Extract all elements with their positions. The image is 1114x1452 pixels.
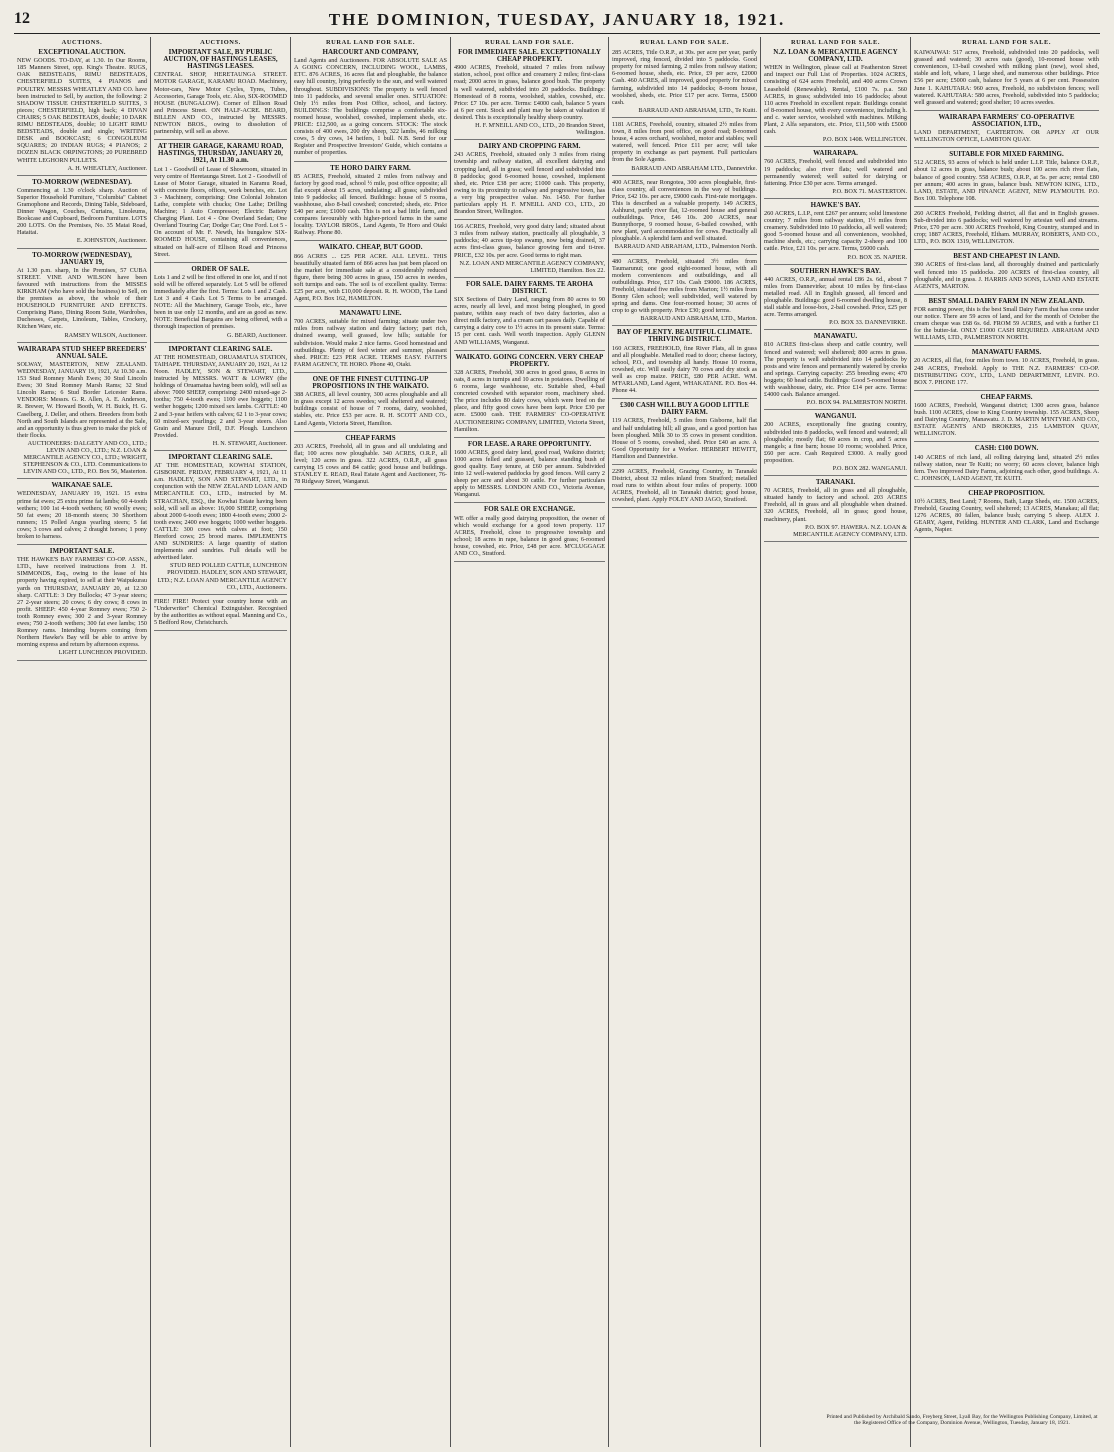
- masthead-rule: [14, 33, 1100, 34]
- advertisement: [454, 281, 605, 351]
- ad-heading: MANAWATU LINE.: [339, 309, 402, 318]
- ad-body: WE offer a really good dairying proposition, the owner of which would exchange for a good town property. 117 ACRES, Freehold, close to progressive township and school; 18 acres in rape, balance in good grass; 6-roomed house, cowshed, etc. Price, £48 per acre. M'CLUGGAGE AND CO., Stratford.: [454, 514, 605, 557]
- advertisement: [914, 151, 1099, 207]
- advertisement: [454, 506, 605, 562]
- advertisement: [764, 150, 907, 199]
- ad-heading: BEST AND CHEAPEST IN LAND.: [953, 252, 1060, 261]
- advertisement: [17, 482, 147, 545]
- ad-body: At 1.30 p.m. sharp, In the Premises, 57 CUBA STREET. VINE AND WILSON have been favoured with instructions from the MISSES KIRKHAM (who have sold the business) to Sell, on the premises as above, the whole of their HOUSEHOLD FURNITURE AND EFFECTS. Comprising Piano, Dining Room Suite, Wardrobes, Duchesses, Carpets, Linoleum, Tables, Crockery, Kitchen Ware, etc.: [17, 266, 147, 331]
- ad-heading: N.Z. LOAN & MERCANTILE AGENCY COMPANY, LTD.: [773, 48, 898, 64]
- ad-heading: WANGANUI.: [814, 412, 857, 421]
- advertisement: [612, 121, 757, 176]
- ad-body: Lot 1 - Goodwill of Lease of Showroom, situated in very centre of Heretaunga Street. Lot 2 - Goodwill of Lease of Motor Garage, situated in Karamu Road, with concrete floors, offices, work benches, etc. Lot 3 - Machinery, comprising: One Colonial Johnston Lathe, complete with chucks; One Lathe; Drilling Machine; 1 Auto Compressor; Electric Battery Charging Plant. Lot 4 - One Overland Sedan; One Overland Touring Car; Dodge Car; One Ford. Lot 5 - On account of Mr. F. Newth, his bungalow SIX-ROOMED HOUSE, containing all conveniences, situated on half-acre of Ellison Road and Princess Street.: [154, 165, 287, 258]
- newspaper-title: THE DOMINION, TUESDAY, JANUARY 18, 1921.: [328, 10, 786, 29]
- ad-heading: SUITABLE FOR MIXED FARMING.: [949, 150, 1064, 159]
- column-6: [760, 37, 910, 1447]
- ad-signature: BARRAUD AND ABRAHAM LTD., Dannevirke.: [631, 164, 757, 172]
- ad-body: 20 ACRES, all flat, four miles from town. 10 ACRES, Freehold, in grass. 248 ACRES, Freehold. Apply to THE N.Z. FARMERS' CO-OP. DISTRIBUTING COY., LTD., LAND DEPARTMENT, LEVIN. P.O. BOX 7. PHONE 177.: [914, 357, 1099, 386]
- ad-body: 1600 ACRES, Freehold, Wanganui district; 1300 acres grass, balance bush. 1100 ACRES, close to King Country township. 155 ACRES, Sheep and Dairying Country, Manawatu. J. D. MARTIN M'INTYRE AND CO., ESTATE AGENTS AND BROKERS, 215 LAMBTON QUAY, WELLINGTON.: [914, 401, 1099, 438]
- column-1: [14, 37, 150, 1447]
- ad-heading: BEST SMALL DAIRY FARM IN NEW ZEALAND.: [928, 296, 1085, 305]
- advertisement: [914, 49, 1099, 111]
- advertisement: [454, 143, 605, 220]
- advertisement: [154, 49, 287, 140]
- ad-body: 480 ACRES, Freehold, situated 3½ miles from Taumarunui; one good eight-roomed house, with all modern conveniences and outbuildings, and all outbuildings. Price, £17 10s. Cash £9000. 186 ACRES, Freehold, situated five miles from Marton; 1½ miles from Bonny Glen school; well subdivided, well watered by spring and dams. One four-roomed house; 30 acres of crop to go with property. Price £30; good terms.: [612, 257, 757, 315]
- advertisement: [612, 49, 757, 118]
- ad-body: WHEN in Wellington, please call at Featherston Street and inspect our Full List of Properties. 1024 ACRES, consisting of 624 acres Freehold, and 400 acres Crown Leasehold (Renewable). Rental, £100 7s. p.a. 560 ACRES, in grass; subdivided into 16 paddocks; about 110 acres Freehold in excellent repair. Buildings consist of 8-roomed house, with every convenience, including h. and c. water service, woolshed with machines. Milking Plant, 2 Alfa separators, etc. Price, £11,500 with £5000 cash.: [764, 64, 907, 136]
- imprint: Printed and Published by Archibald Sando, Freyberg Street, Lyall Bay, for the Wellington Publishing Company, Limited, at the Registered Office of the Company, Dominion Avenue, Wellington, Tuesday, January 18, 1921.: [826, 1414, 1098, 1427]
- ad-body: 260 ACRES Freehold, Feilding district, all flat and in English grasses. Sub-divided into 6 paddocks; well watered by artesian well and streams. Price, £70 per acre. 300 ACRES Freehold, King Country, stumped and in crop; 1887 ACRES, Freehold, Eltham. MURRAY, ROBERTS, AND CO., LTD., P.O. BOX 1319, WELLINGTON.: [914, 209, 1099, 246]
- column-4: [450, 37, 608, 1447]
- ad-heading: FOR SALE OR EXCHANGE.: [483, 505, 575, 514]
- ad-signature: P.O. BOX 282. WANGANUI.: [832, 464, 907, 472]
- ad-signature: P.O. BOX 71. MASTERTON.: [832, 187, 907, 195]
- advertisement: [914, 349, 1099, 390]
- column-heading: RURAL LAND FOR SALE.: [484, 39, 575, 46]
- column-heading: AUCTIONS.: [61, 39, 103, 46]
- ad-heading: TO-MORROW (WEDNESDAY), JANUARY 19,: [32, 250, 132, 266]
- ad-signature: P.O. BOX 33. DANNEVIRKE.: [829, 319, 907, 327]
- advertisement: [294, 435, 447, 491]
- ad-body: 243 ACRES, Freehold, situated only 3 miles from rising township and railway station, all excellent dairying and cropping land, all in grass; well fenced and subdivided into 8 paddocks; good 6-roomed house, cowshed, implement shed, etc. Price £38 per acre; £1000 cash. This property, owing to its proximity to railway and progressive town, has a very big prospective value. No. 1450. For further particulars apply H. F. M'NEILL AND CO., LTD., 20 Brandon Street, Wellington.: [454, 151, 605, 216]
- ad-body: 4900 ACRES, Freehold, situated 7 miles from railway station, school, post office and creamery 2 miles; first-class road; 2000 acres in grass, balance good bush. The property is well watered, subdivided into 20 paddocks. Buildings: Homestead of 8 rooms, woolshed, stables, cowshed, etc. Price: £7 10s. per acre. Terms: £4000 cash, balance 5 years at 6 per cent. Stock and plant may be taken at valuation if desired. This is exceptionally healthy sheep country.: [454, 64, 605, 121]
- ad-heading: DAIRY AND CROPPING FARM.: [478, 142, 581, 151]
- ad-body: 866 ACRES ... £25 PER ACRE. ALL LEVEL. THIS beautifully situated farm of 866 acres has just been placed on the market for immediate sale at a considerably reduced figure, there being 300 acres in grass, 150 acres in swedes, soft turnips and oats. The soil is of excellent quality. Terms: £25 per acre, with £10,000 deposit. R. H. WOOD, The Land Agent, P.O. Box 162, HAMILTON.: [294, 252, 447, 303]
- ad-heading: EXCEPTIONAL AUCTION.: [38, 48, 126, 57]
- column-3: [290, 37, 450, 1447]
- ad-body: 70 ACRES, Freehold, all in grass and all ploughable, situated handy to factory and school. 203 ACRES Freehold, all in grass and all ploughable when drained. 320 ACRES, Freehold, all in grass; good house, machinery, plant.: [764, 487, 907, 523]
- ad-heading: CASH: £100 DOWN.: [974, 444, 1039, 453]
- ad-body: 760 ACRES, Freehold, well fenced and subdivided into 19 paddocks; also river flats; well watered and permanently watered; well suited for dairying or fattening. Price £30 per acre. Terms arranged.: [764, 158, 907, 187]
- column-5: [608, 37, 760, 1447]
- advertisement: [764, 413, 907, 476]
- advertisement: [914, 394, 1099, 443]
- ad-signature: BARRAUD AND ABRAHAM, LTD., Palmerston North.: [614, 243, 757, 251]
- advertisement: [914, 114, 1099, 148]
- ad-signature: LIGHT LUNCHEON PROVIDED.: [58, 649, 147, 657]
- advertisement: [17, 252, 147, 343]
- ad-signature: G. BEARD, Auctioneer.: [227, 331, 287, 339]
- advertisement: [294, 165, 447, 242]
- advertisement: [612, 258, 757, 327]
- advertisement: [914, 210, 1099, 250]
- advertisement: [17, 49, 147, 176]
- ad-heading: FOR IMMEDIATE SALE. EXCEPTIONALLY CHEAP PROPERTY.: [458, 48, 601, 64]
- ad-signature: BARRAUD AND ABRAHAM, LTD., Te Kuiti.: [638, 106, 757, 114]
- ad-body: NEW GOODS. TO-DAY, at 1.30. In Our Rooms, 185 Manners Street, opp. King's Theatre. RUGS, OAK BEDSTEADS, RIMU BEDSTEADS, CHESTERFIELD SUITES, 4 PIANOS and POULTRY. MESSRS WHEATLEY AND CO. have been instructed to Sell, by auction, the following: 2 SHADOW TISSUE CHESTERFIELD SUITES, 3 pieces; CHESTERFIELD, high back; 4 DIVAN CHAIRS; 5 OAK BEDSTEADS, double; 10 DARK RIMU BEDSTEADS, double; 10 LIGHT RIMU BEDSTEADS, double and single; WRITING DESK and BOOKCASE; 6 CONGOLEUM SQUARES; 20 INDIAN RUGS; 4 PIANOS; 2 DOZEN BLACK ORPINGTONS; 20 PUREBRED WHITE LEGHORN PULLETS.: [17, 57, 147, 164]
- advertisement: [154, 454, 287, 595]
- ad-body: 390 ACRES of first-class land, all thoroughly drained and particularly well fenced into 15 paddocks. 200 ACRES of first-class country, all ploughable, and in grass. J. HARRIS AND SONS, LAND AND ESTATE AGENTS, MARTON.: [914, 261, 1099, 290]
- advertisement: [914, 490, 1099, 539]
- ad-body: KAIWAIWAI: 517 acres, Freehold, subdivided into 20 paddocks, well grassed and watered; 30 acres oats (good), 10-roomed house with conveniences, 13-bail cowshed with milking plant (new), wool shed, stable and loft, whare, 1 large shed, and numerous other buildings. Price £56 per acre; £5000 cash, balance for 5 years at 6 per cent. Possession June 1. KAHUTARA: 960 acres, Freehold, no subdivision fences; well watered. KAHUTARA: 580 acres, Freehold, subdivided into 5 paddocks; well grassed and watered; good shelter; 10 acres swedes.: [914, 49, 1099, 106]
- advertisement: [612, 402, 757, 465]
- ad-heading: CHEAP FARMS: [345, 433, 396, 442]
- ad-heading: IMPORTANT CLEARING SALE.: [168, 344, 273, 353]
- page-number: 12: [14, 10, 30, 27]
- ad-signature: H. N. STEWART, Auctioneer.: [212, 439, 287, 447]
- ad-body: 85 ACRES, Freehold, situated 2 miles from railway and factory by good road, school ½ mile, post office opposite; all flat except about 15 acres, undulating; all grass; subdivided into 9 paddocks; all fenced. Buildings: house of 5 rooms, washhouse, also 8-bail cowshed; concreted; sheds, etc. Price £40 per acre; £1000 cash. This is not a bad little farm, and compares favourably with higher-priced farms in the same locality. TAYLOR BROS., Land Agents, Te Horo and Otaki Railway. Phone 80.: [294, 172, 447, 237]
- ad-body: 700 ACRES, suitable for mixed farming; situate under two miles from railway station and dairy factory; part rich, drained swamp, well grassed, low hills; suitable for subdivision. Would make 2 nice farms. Good homestead and outbuildings. Plenty of feed winter and summer, pleasant shed. PRICE: £23 PER ACRE. TERMS EASY. FAITH'S FARM AGENCY, TE HORO. Phone 40, Otaki.: [294, 318, 447, 368]
- advertisement: [764, 268, 907, 331]
- ad-body: THE HAWKE'S BAY FARMERS' CO-OP. ASSN., LTD., have received instructions from J. H. SIMMONDS, Esq., owing to the lease of his property having expired, to sell at their Waipukurau yards on THURSDAY, JANUARY 20, at 12.30 sharp. CATTLE: 3 Dry Bullocks; 47 3-year steers; 27 2-year steers; 20 cows; 6 dry cows; 8 cows in profit. SHEEP: 450 4-year Romney ewes; 750 2-tooth Romney ewes; 300 2 and 3-year Romney ewes; 750 2-tooth wethers; 300 fat ewe lambs; 150 Romney rams. Intending buyers coming from Northern Hawke's Bay will be able to arrive by morning express and return by afternoon express.: [17, 556, 147, 649]
- column-heading: AUCTIONS.: [200, 39, 241, 46]
- ad-body: 166 ACRES, Freehold, very good dairy land; situated about 3 miles from railway station, practically all ploughable, 3 paddocks; 40 acres tip-top swamp, now being drained, 37 acres first-class grass, balance growing fern and ti-tree. PRICE, £32 10s. per acre. Good terms to right man.: [454, 223, 605, 259]
- ad-heading: WAIKATO. GOING CONCERN. VERY CHEAP PROPERTY.: [455, 352, 604, 368]
- advertisement: [154, 266, 287, 343]
- ad-heading: WAIRARAPA FARMERS' CO-OPERATIVE ASSOCIATION, LTD.,: [938, 112, 1075, 128]
- advertisement: [764, 202, 907, 265]
- ad-body: 10½ ACRES, Best Land; 7 Rooms, Bath, Large Sheds, etc. 1500 ACRES, Freehold, Grazing Country, well sheltered; 13 ACRES, Manakau; all flat; 1276 ACRES, 80 fallen, balance bush; carrying 5 sheep. ALEX J. GEARY, Agent, Feilding. HUNTER AND CLARK, Land and Exchange Agents, Napier.: [914, 497, 1099, 534]
- advertisement: [914, 298, 1099, 347]
- ad-heading: £300 CASH WILL BUY A GOOD LITTLE DAIRY FARM.: [620, 401, 749, 417]
- column-2: [150, 37, 290, 1447]
- ad-body: 400 ACRES, near Rongotea, 300 acres ploughable, first-class country, all conveniences in the way of buildings. Price, £42 10s. per acre, £9000 cash. First-rate mortgages. This is described as a valuable property. 149 ACRES, Ashhurst, partly river flat, 12-roomed house and general outbuildings. Price, £46 10s. 200 ACRES, near Bunnythorpe, 9 roomed house, 6-bailed cowshed, with new plant, yard accommodation for cows. Practically all ploughable. A splendid farm and well situated.: [612, 178, 757, 243]
- ad-body: 810 ACRES first-class sheep and cattle country, well fenced and watered; well sheltered; 800 acres in grass. The property is well subdivided into 14 paddocks by posts and wire fences and permanently watered by creeks and springs. Carrying capacity: 255 breeding ewes; 470 hoggets; 60 head cattle. Buildings: Good 5-roomed house with washhouse, dairy, etc. Price £14 per acre. Terms: £4000 cash. Balance arranged.: [764, 341, 907, 399]
- advertisement: [154, 346, 287, 451]
- advertisement: [764, 49, 907, 147]
- ad-body: Lots 1 and 2 will be first offered in one lot, and if not sold will be offered separately. Lot 5 will be offered immediately after the first. Terms: Lots 1 and 2 Cash. Lot 3 and 4 Cash. Lot 5 Terms to be arranged. NOTE: All the Machinery, Garage Tools, etc., have been in use only 12 months, and are as good as new. NOTE: Beneficial Bargains are being offered, with a thorough inspection of premises.: [154, 273, 287, 331]
- advertisement: [154, 598, 287, 631]
- ad-signature: A. H. WHEATLEY, Auctioneer.: [67, 164, 147, 172]
- ad-heading: FOR LEASE. A RARE OPPORTUNITY.: [467, 439, 592, 448]
- ad-heading: TARANAKI.: [815, 478, 856, 487]
- ad-signature: STUD RED POLLED CATTLE, LUNCHEON PROVIDED. HADLEY, SON AND STEWART, LTD.; N.Z. LOAN AND MERCANTILE AGENCY CO., LTD., Auctioneers.: [157, 562, 287, 591]
- ad-heading: WAIRARAPA STUD SHEEP BREEDERS' ANNUAL SALE.: [17, 344, 147, 360]
- ad-body: SIX Sections of Dairy Land, ranging from 80 acres to 90 acres, nearly all level, and most being ploughed, in good pasture, within easy reach of two dairy factories, also a direct milk factory, and a cream cart passes daily. Capable of carrying a dairy cow to 1½ acres in its present state. Terms: 15 per cent. cash. Well worth inspection. Apply GLENN AND WILLIAMS, Wanganui.: [454, 296, 605, 346]
- ad-body: 203 ACRES, Freehold, all in grass and all undulating and flat; 100 acres now ploughable. 340 ACRES, O.R.P., all level; 120 acres in grass. 322 ACRES, O.R.P., all grass carrying 15 cows and 84 cattle; good house and buildings. STANLEY E. READ, Real Estate Agent and Auctioneer, 76-78 Ridgway Street, Wanganui.: [294, 442, 447, 486]
- ad-signature: AUCTIONEERS: DALGETY AND CO., LTD.; LEVIN AND CO., LTD.; N.Z. LOAN & MERCANTILE AGENCY CO., LTD.; WRIGHT, STEPHENSON & CO., LTD. Communications to LEVIN AND CO., LTD., P.O. Box 56, Masterton.: [23, 439, 147, 476]
- ad-signature: N.Z. LOAN AND MERCANTILE AGENCY COMPANY, LIMITED, Hamilton. Box 22.: [459, 259, 605, 274]
- column-7: [910, 37, 1102, 1447]
- ad-body: FOR earning power, this is the best Small Dairy Farm that has come under our notice. There are 59 acres of land, and for the month of October the cream cheque was £68 6s. 6d. FROM 59 ACRES, and with a further £1 for the butter-fat. ONLY £1000 CASH REQUIRED. ABRAHAM AND WILLIAMS, LTD., PALMERSTON NORTH.: [914, 305, 1099, 342]
- masthead: [14, 10, 1100, 32]
- ad-body: AT THE HOMESTEAD, ORUAMATUA STATION, TAIHAPE. THURSDAY, JANUARY 20, 1921, At 12 Noon. HADLEY, SON & STEWART, LTD., instructed by MESSRS. WATT & LOWRY (the holdings of Oruamatua having been sold), will sell as above: 7000 SHEEP, comprising: 2400 mixed-age 2-tooths; 750 4-tooth ewes; 1100 ewe hoggets; 1100 wether hoggets; 1200 mixed sex lambs. CATTLE: 40 2 and 3-year heifers with calves; 62 1 to 3-year cows; 60 mixed-sex yearlings; 2 and 3-year steers. Also Grain and Manure Drill, D.F. Plough. Luncheon Provided.: [154, 353, 287, 439]
- advertisement: [17, 548, 147, 660]
- ad-body: 140 ACRES of rich land, all rolling dairying land, situated 2½ miles railway station, near Te Kuiti; no worry; 60 acres clover, balance high fern. Two improved Dairy Farms, adjoining each other, good buildings. A. C. JOHNSON, LAND AGENT, TE KUITI.: [914, 453, 1099, 482]
- ad-heading: SOUTHERN HAWKE'S BAY.: [790, 266, 881, 275]
- ad-body: 2299 ACRES, Freehold, Grazing Country, in Taranaki District, about 32 miles inland from Stratford; metalled road runs to within about four miles of property. 1000 ACRES, Freehold, all in Taranaki district; good house, cowshed, plant. Apply FOLEY AND JAGO, Stratford.: [612, 467, 757, 504]
- ad-signature: P.O. BOX 1408. WELLINGTON.: [822, 136, 907, 144]
- ad-body: LAND DEPARTMENT, CARTERTON. OR APPLY AT OUR WELLINGTON OFFICE, LAMBTON QUAY.: [914, 129, 1099, 144]
- ad-body: SOLWAY, MASTERTON, NEW ZEALAND. WEDNESDAY, JANUARY 19, 1921, At 10.30 a.m. 153 Stud Romney Marsh Ewes; 30 Stud Lincoln Ewes; 30 Stud Romney Marsh Rams; 32 Stud Lincoln Rams; 6 Stud Border Leicester Rams. VENDORS: Messrs. G. R. Allen, A. E. Anderson, R. Brewer, W. Howard Booth, W. H. Buick, H. G. Caselberg, J. Deller, and others. Breeders from both North and South Islands are represented at the Sale, and an opportunity is thus given to make the pick of their flocks.: [17, 360, 147, 439]
- columns-area: [14, 37, 1102, 1447]
- ad-signature: E. JOHNSTON, Auctioneer.: [76, 237, 147, 245]
- advertisement: [154, 143, 287, 263]
- ad-heading: MANAWATU FARMS.: [971, 348, 1042, 357]
- column-heading: RURAL LAND FOR SALE.: [639, 39, 730, 46]
- ad-heading: TO-MORROW (WEDNESDAY).: [32, 177, 132, 186]
- ad-heading: CHEAP PROPOSITION.: [968, 488, 1045, 497]
- ad-body: 512 ACRES, 93 acres of which is held under L.I.P. Title, balance O.R.P., about 12 acres in grass, balance bush; about 100 acres rich river flats, balance of good country. 558 ACRES, O.R.P., at 5s. per acre; rental £80 per annum; 400 acres in grass, balance bush. NEWTON KING, LTD., LAND, ESTATE, AND FINANCE AGENT, NEW PLYMOUTH. P.O. Box 100. Telephone 108.: [914, 159, 1099, 202]
- advertisement: [294, 244, 447, 307]
- advertisement: [914, 445, 1099, 486]
- ad-signature: P.O. BOX 97. HAWERA. N.Z. LOAN & MERCANTILE AGENCY COMPANY, LTD.: [793, 523, 907, 538]
- ad-heading: WAIRARAPA.: [813, 149, 858, 158]
- ad-body: 160 ACRES, FREEHOLD, fine River Flats, all in grass and all ploughable. Metalled road to door; cheese factory, school, P.O., and township all handy. House 10 rooms, cowshed, etc. Will easily dairy 70 cows and dry stock as well as crop maize. PRICE, £80 PER ACRE. WM. M'FARLAND, Land Agent, WHAKATANE. P.O. Box 44. Phone 44.: [612, 344, 757, 395]
- ad-heading: IMPORTANT SALE, BY PUBLIC AUCTION, OF HASTINGS LEASES, HASTINGS LEASES.: [163, 48, 278, 71]
- ad-signature: H. F. M'NEILL AND CO., LTD., 20 Brandon Street, Wellington.: [475, 122, 605, 137]
- ad-signature: RAMSEY WILSON, Auctioneer.: [64, 331, 147, 339]
- column-heading: RURAL LAND FOR SALE.: [961, 39, 1052, 46]
- ad-body: WEDNESDAY, JANUARY 19, 1921. 15 extra prime fat ewes; 25 extra prime fat lambs; 60 4-tooth wethers; 100 1st 4-tooth wethers; 60 woolly ewes; 50 fat ewes; 20 18-month steers; 30 Shorthorn runners; 15 Polled Angus yearling steers; 5 fat cows; 3 cows and calves; 2 draught horses; 1 pony broken to harness.: [17, 490, 147, 540]
- ad-signature: P.O. BOX 94. PALMERSTON NORTH.: [806, 399, 907, 407]
- ad-body: Land Agents and Auctioneers. FOR ABSOLUTE SALE AS A GOING CONCERN, INCLUDING WOOL, LAMBS, ETC. 876 ACRES, 16 acres flat and ploughable, the balance easy hill country, lying perfectly to the sun, and well watered throughout. SUBDIVISIONS: The property is well fenced into 11 paddocks, and several smaller ones. SITUATION: Only 1½ miles from Post Office, school, and factory. BUILDINGS: The buildings comprise a comfortable six-roomed house, woolshed, cowshed, implement sheds, etc. PRICE: £12,500, as a going concern. STOCK: The stock consists of 400 ewes, 200 dry sheep, 322 lambs, 46 milking cows, 5 dry cows, 14 heifers, 1 bull. N.B. Send for our Register and Prospective Investors' Guide, which contains a number of properties.: [294, 57, 447, 157]
- ad-heading: TE HORO DAIRY FARM.: [330, 163, 411, 172]
- advertisement: [17, 346, 147, 480]
- ad-heading: WAIKATO. CHEAP, BUT GOOD.: [318, 243, 423, 252]
- ad-body: CENTRAL SHOP, HERETAUNGA STREET. MOTOR GARAGE, KARAMU ROAD. Machinery, Motor-cars, New Motor Cycles, Tyres, Tubes, Accessories, Garage Tools, etc. Also, SIX-ROOMED HOUSE (BUNGALOW). Corner of Ellison Road and Princess Street. ON HALF-ACRE. BEARD, BILLEN AND CO., instructed by MESSRS. NEWTON BROS., owing to dissolution of partnership, will sell as above.: [154, 71, 287, 136]
- advertisement: [914, 253, 1099, 294]
- ad-body: 260 ACRES, L.I.P., rent £267 per annum; solid limestone country; 7 miles from railway station, 1½ miles from creamery. Subdivided into 10 paddocks, all well watered; good 5-roomed house and all conveniences, woolshed, machine sheds, etc.; carrying capacity 2-sheep and 100 cattle. Price, £21 10s. per acre. Terms, £6000 cash.: [764, 209, 907, 253]
- ad-body: 388 ACRES, all level country, 300 acres ploughable and all in grass except 12 acres swedes; well sheltered and watered; buildings consist of house of 7 rooms, dairy, woolshed, stables, etc. Price £53 per acre. R. H. SCOTT AND CO., Land Agents, Victoria Street, Hamilton.: [294, 391, 447, 427]
- ad-body: 440 ACRES, O.R.P., annual rental £86 2s. 6d., about 7 miles from Dannevirke; about 10 miles by first-class metalled road. All in English grassed, all fenced and ploughable. Buildings: good 6-roomed dwelling house, 8 stall stable and loose-box, 2-bail cowshed. Price, £25 per acre. Terms arranged.: [764, 275, 907, 319]
- ad-heading: BAY OF PLENTY. BEAUTIFUL CLIMATE. THRIVING DISTRICT.: [617, 328, 752, 344]
- ad-heading: MANAWATU.: [813, 332, 858, 341]
- ad-heading: HAWKE'S BAY.: [810, 200, 861, 209]
- advertisement: [454, 49, 605, 140]
- ad-heading: IMPORTANT CLEARING SALE.: [168, 452, 273, 461]
- advertisement: [454, 441, 605, 504]
- ad-signature: BARRAUD AND ABRAHAM, LTD., Marton.: [640, 315, 757, 323]
- ad-body: FIRE! FIRE! Protect your country home with an "Underwriter" Chemical Extinguisher. Recognised by the authorities as without equal. Manning and Co., 5 Bedford Row, Christchurch.: [154, 597, 287, 627]
- ad-heading: CHEAP FARMS.: [980, 392, 1033, 401]
- ad-heading: AT THEIR GARAGE, KARAMU ROAD, HASTINGS, THURSDAY, JANUARY 20, 1921, At 11.30 a.m.: [157, 142, 284, 165]
- ad-body: 1600 ACRES, good dairy land, good road, Waikino district; 1000 acres felled and grassed, balance standing bush of good quality. Easy tenure, at £60 per annum. Subdivided into 12 well-watered paddocks by good fences. Will carry 2 sheep per acre and about 30 cattle. For further particulars apply to MESSRS. LONDON AND CO., Victoria Avenue, Wanganui.: [454, 448, 605, 499]
- advertisement: [454, 223, 605, 278]
- ad-body: 328 ACRES, Freehold, 300 acres in good grass, 8 acres in oats, 8 acres in turnips and 10 acres in potatoes. Dwelling of 6 rooms, large washhouse, etc. Suitable shed, 4-bail concreted cowshed with separator room, machinery shed. The price includes 80 dairy cows, which were bred on the place, and fifty good cows have been kept. Price £30 per acre. £5000 cash. THE FARMERS' CO-OPERATIVE AUCTIONEERING COMPANY, LIMITED, Victoria Street, Hamilton.: [454, 368, 605, 433]
- ad-body: 200 ACRES, exceptionally fine grazing country, subdivided into 8 paddocks, well fenced and watered; all ploughable; mostly flat; 60 acres in crop, and 5 acres mangels; a fine barn; house 10 rooms; woolshed. Price, £60 per acre. Cash Required £3000. A really good proposition.: [764, 421, 907, 464]
- ad-body: 285 ACRES, Title O.R.P., at 30s. per acre per year, partly improved, ring fenced, divided into 5 paddocks. Good property for mixed farming, 2 miles from railway station; 6-roomed house, sheds, etc. Price, £9 per acre, £2000 Cash. 460 ACRES, all improved, good property for mixed farming, subdivided into 14 paddocks; 8-room house, woolshed, sheds, etc. Price £17 per acre. Terms, £5000 cash.: [612, 49, 757, 106]
- advertisement: [294, 376, 447, 432]
- ad-body: Commencing at 1.30 o'clock sharp. Auction of Superior Household Furniture, "Columbia" Cabinet Gramophone and Records, Dining Table, Sideboard, Dinner Wagon, Couches, Curtains, Linoleums, Bookcase and Cupboard, Bedroom Furniture. LOTS 200 LOTS. On the Premises, No. 35 Matai Road, Hataitai.: [17, 186, 147, 237]
- ad-heading: ORDER OF SALE.: [191, 264, 250, 273]
- ad-body: 119 ACRES, Freehold, 5 miles from Gisborne, half flat and half undulating hill; all grass, and a good portion has been ploughed. Milk 30 to 35 cows in present condition. House of 5 rooms, cowshed, shed. Price £40 an acre. A Good Opportunity for a Worker. HERBERT HEWITT, Hamilton and Dannevirke.: [612, 417, 757, 460]
- ad-heading: WAIKANAE SALE.: [51, 481, 113, 490]
- ad-signature: P.O. BOX 35. NAPIER.: [847, 253, 907, 261]
- advertisement: [612, 468, 757, 508]
- ad-body: 1181 ACRES, Freehold, country, situated 2½ miles from town, 8 miles from post office, on good road; 8-roomed house, 4 acres orchard, woolshed, motor and stables; well watered, well fenced. Price £11 per acre; will take property in exchange as part payment. Full particulars from the Sole Agents.: [612, 120, 757, 164]
- ad-heading: ONE OF THE FINEST CUTTING-UP PROPOSITIONS IN THE WAIKATO.: [312, 374, 429, 391]
- advertisement: [454, 354, 605, 438]
- advertisement: [294, 310, 447, 373]
- advertisement: [17, 179, 147, 249]
- column-heading: RURAL LAND FOR SALE.: [325, 39, 416, 46]
- advertisement: [612, 329, 757, 399]
- column-heading: RURAL LAND FOR SALE.: [790, 39, 881, 46]
- ad-body: AT THE HOMESTEAD, KOWHAI STATION, GISBORNE. FRIDAY, FEBRUARY 4, 1921, At 11 a.m. HADLEY, SON AND STEWART, LTD., in conjunction with the NEW ZEALAND LOAN AND MERCANTILE CO., LTD., instructed by M. STRACHAN, ESQ., the Kowhai Estate having been sold, will sell as above: 16,000 SHEEP, comprising about 2000 6-tooth ewes; 1800 4-tooth ewes; 2000 2-tooth ewes; 2400 ewe hoggets; 1000 wether hoggets. CATTLE: 300 cows with calves at foot; 150 Hereford cows; 25 brood mares. IMPLEMENTS AND SUNDRIES: A large quantity of station implements and sundries. Full details will be advertised later.: [154, 462, 287, 562]
- ad-heading: HARCOURT AND COMPANY,: [322, 48, 419, 57]
- ad-heading: IMPORTANT SALE.: [49, 547, 115, 556]
- advertisement: [764, 333, 907, 410]
- advertisement: [294, 49, 447, 161]
- advertisement: [612, 179, 757, 255]
- ad-heading: FOR SALE. DAIRY FARMS. TE AROHA DISTRICT.: [466, 279, 593, 295]
- advertisement: [764, 479, 907, 542]
